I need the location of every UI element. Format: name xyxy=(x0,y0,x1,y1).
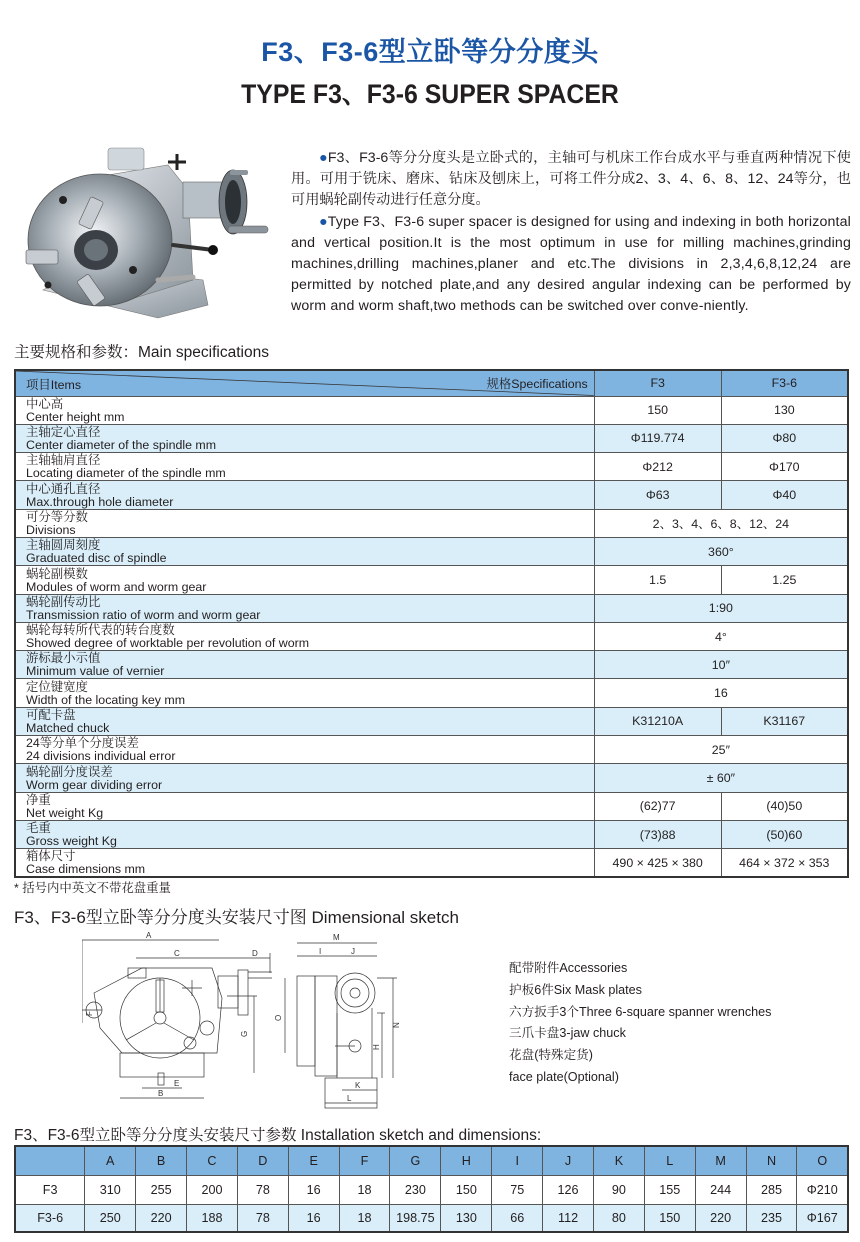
spec-value-f36: 1.25 xyxy=(721,566,848,594)
spec-item-en: Transmission ratio of worm and worm gear xyxy=(26,607,261,622)
spec-value-f3: 490 × 425 × 380 xyxy=(594,849,721,877)
spec-item-label xyxy=(15,396,594,424)
header-specifications: 规格Specifications xyxy=(486,377,588,391)
spec-value-f36: Φ40 xyxy=(721,481,848,509)
spec-item-cn: 蜗轮副分度误差 xyxy=(26,764,113,779)
column-header: M xyxy=(695,1146,746,1175)
dimension-cell: 90 xyxy=(594,1175,645,1204)
table-row xyxy=(15,566,848,594)
column-header: O xyxy=(797,1146,848,1175)
spec-value-f3: Φ119.774 xyxy=(594,424,721,452)
spec-item-en: Case dimensions mm xyxy=(26,862,146,877)
spec-value-f3: (73)88 xyxy=(594,820,721,848)
spec-item-cn: 中心高 xyxy=(26,396,64,411)
svg-text:O: O xyxy=(274,1014,283,1021)
svg-text:E: E xyxy=(174,1079,180,1088)
spec-item-label xyxy=(15,424,594,452)
spec-item-en: Width of the locating key mm xyxy=(26,692,186,707)
spec-item-cn: 箱体尺寸 xyxy=(26,849,76,864)
front-view-drawing xyxy=(82,931,285,1098)
dimension-cell: 155 xyxy=(644,1175,695,1204)
product-photo xyxy=(8,140,278,320)
spec-item-cn: 蜗轮每转所代表的转台度数 xyxy=(26,623,175,638)
spec-item-label xyxy=(15,849,594,877)
accessory-item: face plate(Optional) xyxy=(509,1069,619,1084)
spec-value-f36: 464 × 372 × 353 xyxy=(721,849,848,877)
spec-item-cn: 主轴圆周刻度 xyxy=(26,538,101,553)
spec-item-label xyxy=(15,679,594,707)
column-header: A xyxy=(85,1146,136,1175)
dimension-cell: 220 xyxy=(136,1204,187,1232)
spec-item-en: Matched chuck xyxy=(26,721,110,736)
main-specs-title: 主要规格和参数：Main specifications xyxy=(14,344,269,361)
accessories-list xyxy=(509,958,771,1089)
svg-text:G: G xyxy=(240,1030,249,1037)
install-dims-table xyxy=(14,1145,849,1233)
table-row xyxy=(15,707,848,735)
table-row xyxy=(15,453,848,481)
dimension-cell: 150 xyxy=(441,1175,492,1204)
spec-item-label xyxy=(15,481,594,509)
column-header: N xyxy=(746,1146,797,1175)
accessory-item: 三爪卡盘3-jaw chuck xyxy=(509,1026,626,1041)
dimension-cell: 250 xyxy=(85,1204,136,1232)
dimension-cell: 200 xyxy=(187,1175,238,1204)
dimension-cell: 244 xyxy=(695,1175,746,1204)
spec-item-label xyxy=(15,736,594,764)
table-row xyxy=(15,1204,848,1232)
table-row xyxy=(15,424,848,452)
spec-item-label xyxy=(15,566,594,594)
spec-item-label xyxy=(15,509,594,537)
intro-paragraph-cn: ●F3、F3-6等分分度头是立卧式的，主轴可与机床工作台成水平与垂直两种情况下使用。可用于铣床、磨床、钻床及刨床上，可将工件分成2、3、4、6、8、12、24等分，也可用蜗轮副传动进行任意分度。 xyxy=(291,150,851,209)
table-row xyxy=(15,792,848,820)
side-view-drawing xyxy=(297,933,401,1108)
install-dims-title: F3、F3-6型立卧等分分度头安装尺寸参数 Installation sketch and dimensions: xyxy=(14,1127,542,1144)
spec-value-f36: Φ80 xyxy=(721,424,848,452)
spec-item-en: Worm gear dividing error xyxy=(26,777,163,792)
spec-value-shared: 10″ xyxy=(594,651,848,679)
accessory-item: 护板6件Six Mask plates xyxy=(509,982,642,997)
spec-item-cn: 24等分单个分度误差 xyxy=(26,736,139,751)
dimension-cell: 130 xyxy=(441,1204,492,1232)
spec-value-shared: 25″ xyxy=(594,736,848,764)
dimension-cell: 198.75 xyxy=(390,1204,441,1232)
spec-value-f36: (50)60 xyxy=(721,820,848,848)
dimension-cell: 78 xyxy=(237,1175,288,1204)
spec-item-label xyxy=(15,764,594,792)
spec-item-cn: 游标最小示值 xyxy=(26,651,101,666)
table-row xyxy=(15,396,848,424)
dimension-cell: 66 xyxy=(492,1204,543,1232)
table-row xyxy=(15,594,848,622)
svg-text:D: D xyxy=(252,949,258,958)
svg-text:M: M xyxy=(333,933,340,942)
row-model-label: F3-6 xyxy=(15,1204,85,1232)
page-title-en: TYPE F3、F3-6 SUPER SPACER xyxy=(241,79,619,109)
svg-text:K: K xyxy=(355,1081,361,1090)
column-header: E xyxy=(288,1146,339,1175)
spec-item-cn: 定位键宽度 xyxy=(26,679,88,694)
spec-item-label xyxy=(15,453,594,481)
table-row xyxy=(15,622,848,650)
svg-text:B: B xyxy=(158,1089,164,1098)
row-model-label: F3 xyxy=(15,1175,85,1204)
table-row xyxy=(15,1175,848,1204)
main-specs-table xyxy=(14,369,849,878)
dimension-cell: 235 xyxy=(746,1204,797,1232)
svg-text:H: H xyxy=(372,1044,381,1050)
spec-value-f3: (62)77 xyxy=(594,792,721,820)
spec-value-shared: 360° xyxy=(594,537,848,565)
table-header-row xyxy=(15,370,848,396)
dimension-cell: Φ210 xyxy=(797,1175,848,1204)
dimension-cell: 112 xyxy=(543,1204,594,1232)
dimension-cell: 188 xyxy=(187,1204,238,1232)
svg-text:C: C xyxy=(174,949,180,958)
svg-text:A: A xyxy=(146,931,152,940)
spec-item-cn: 净重 xyxy=(26,792,51,807)
dimension-cell: 16 xyxy=(288,1204,339,1232)
spec-value-f36: Φ170 xyxy=(721,453,848,481)
spec-value-f3: K31210A xyxy=(594,707,721,735)
dimension-cell: 18 xyxy=(339,1175,390,1204)
bullet-icon: ● xyxy=(319,213,328,230)
dimension-cell: 150 xyxy=(644,1204,695,1232)
spec-item-cn: 中心通孔直径 xyxy=(26,481,101,496)
weight-footnote: * 括号内中英文不带花盘重量 xyxy=(14,881,171,895)
table-row xyxy=(15,849,848,877)
dimension-cell: Φ167 xyxy=(797,1204,848,1232)
spec-item-label xyxy=(15,594,594,622)
dimension-cell: 16 xyxy=(288,1175,339,1204)
spec-value-f3: 1.5 xyxy=(594,566,721,594)
table-row xyxy=(15,679,848,707)
column-header: G xyxy=(390,1146,441,1175)
spec-item-en: Showed degree of worktable per revolution of worm xyxy=(26,636,310,651)
column-header: I xyxy=(492,1146,543,1175)
spec-item-en: Locating diameter of the spindle mm xyxy=(26,466,226,481)
column-header: D xyxy=(237,1146,288,1175)
spec-item-en: Net weight Kg xyxy=(26,805,104,820)
accessory-item: 花盘(特殊定货) xyxy=(509,1048,593,1063)
header-model-f3: F3 xyxy=(594,370,721,396)
header-items-specs xyxy=(15,370,594,396)
intro-text xyxy=(291,148,851,318)
spec-value-shared: 2、3、4、6、8、12、24 xyxy=(594,509,848,537)
table-row xyxy=(15,764,848,792)
spec-item-label xyxy=(15,622,594,650)
table-row xyxy=(15,820,848,848)
spec-value-f3: Φ212 xyxy=(594,453,721,481)
svg-text:I: I xyxy=(319,947,322,956)
column-header: B xyxy=(136,1146,187,1175)
dimension-cell: 230 xyxy=(390,1175,441,1204)
spec-item-cn: 可配卡盘 xyxy=(26,708,76,723)
svg-text:L: L xyxy=(347,1094,352,1103)
spec-value-f36: K31167 xyxy=(721,707,848,735)
table-row xyxy=(15,509,848,537)
header-items: 项目Items xyxy=(26,377,82,392)
spec-item-cn: 主轴定心直径 xyxy=(26,425,101,440)
spec-item-en: Graduated disc of spindle xyxy=(26,551,167,566)
column-header: H xyxy=(441,1146,492,1175)
dimensional-sketch xyxy=(82,928,442,1110)
header-model-f3-6: F3-6 xyxy=(721,370,848,396)
column-header: J xyxy=(543,1146,594,1175)
table-row xyxy=(15,481,848,509)
dimension-cell: 126 xyxy=(543,1175,594,1204)
table-row xyxy=(15,651,848,679)
spec-item-en: Max.through hole diameter xyxy=(26,494,174,509)
intro-paragraph-en: ●Type F3、F3-6 super spacer is designed for using and indexing in both horizontal and vertical position.It is the most optimum in use for milling machines,grinding machines,drilling machines,planer and etc.The divisions in 2,3,4,6,8,12,24 are permitted by notched plate,and any desired angular indexing can be performed by worm and worm shaft,two methods can be switched over conve-niently. xyxy=(291,213,851,315)
dimension-cell: 310 xyxy=(85,1175,136,1204)
spec-item-label xyxy=(15,792,594,820)
spec-item-label xyxy=(15,820,594,848)
spec-value-shared: 16 xyxy=(594,679,848,707)
table-row xyxy=(15,537,848,565)
dimension-cell: 220 xyxy=(695,1204,746,1232)
spec-item-en: Gross weight Kg xyxy=(26,834,117,849)
spec-item-en: Divisions xyxy=(26,522,76,537)
spec-value-shared: 4° xyxy=(594,622,848,650)
svg-text:J: J xyxy=(351,947,355,956)
table-row xyxy=(15,736,848,764)
spec-item-cn: 蜗轮副模数 xyxy=(26,566,88,581)
spec-item-en: Modules of worm and worm gear xyxy=(26,579,207,594)
accessories-heading: 配带附件Accessories xyxy=(509,961,628,975)
spec-item-cn: 主轴轴肩直径 xyxy=(26,453,101,468)
column-header: C xyxy=(187,1146,238,1175)
spec-item-cn: 可分等分数 xyxy=(26,509,88,524)
dimension-cell: 78 xyxy=(237,1204,288,1232)
sketch-title: F3、F3-6型立卧等分分度头安装尺寸图 Dimensional sketch xyxy=(14,908,459,927)
dimension-cell: 255 xyxy=(136,1175,187,1204)
table-header-row xyxy=(15,1146,848,1175)
spec-item-en: Center height mm xyxy=(26,409,125,424)
spec-value-f3: 150 xyxy=(594,396,721,424)
column-header: K xyxy=(594,1146,645,1175)
spec-item-en: Minimum value of vernier xyxy=(26,664,165,679)
column-header xyxy=(15,1146,85,1175)
svg-text:N: N xyxy=(392,1022,401,1028)
spec-item-en: Center diameter of the spindle mm xyxy=(26,438,217,453)
dimension-cell: 75 xyxy=(492,1175,543,1204)
spec-value-f36: (40)50 xyxy=(721,792,848,820)
spec-item-label xyxy=(15,651,594,679)
page-title-cn: F3、F3-6型立卧等分分度头 xyxy=(261,37,599,67)
spec-value-shared: ± 60″ xyxy=(594,764,848,792)
dimension-cell: 18 xyxy=(339,1204,390,1232)
dimension-cell: 285 xyxy=(746,1175,797,1204)
spec-item-label xyxy=(15,707,594,735)
dimension-cell: 80 xyxy=(594,1204,645,1232)
spec-value-f36: 130 xyxy=(721,396,848,424)
spec-item-label xyxy=(15,537,594,565)
spec-value-f3: Φ63 xyxy=(594,481,721,509)
accessory-item: 六方扳手3个Three 6-square spanner wrenches xyxy=(509,1004,772,1019)
column-header: F xyxy=(339,1146,390,1175)
svg-text:F: F xyxy=(85,1011,94,1016)
column-header: L xyxy=(644,1146,695,1175)
bullet-icon: ● xyxy=(319,150,328,166)
spec-item-cn: 蜗轮副传动比 xyxy=(26,594,101,609)
spec-value-shared: 1:90 xyxy=(594,594,848,622)
spec-item-cn: 毛重 xyxy=(26,821,51,836)
spec-item-en: 24 divisions individual error xyxy=(26,749,176,764)
